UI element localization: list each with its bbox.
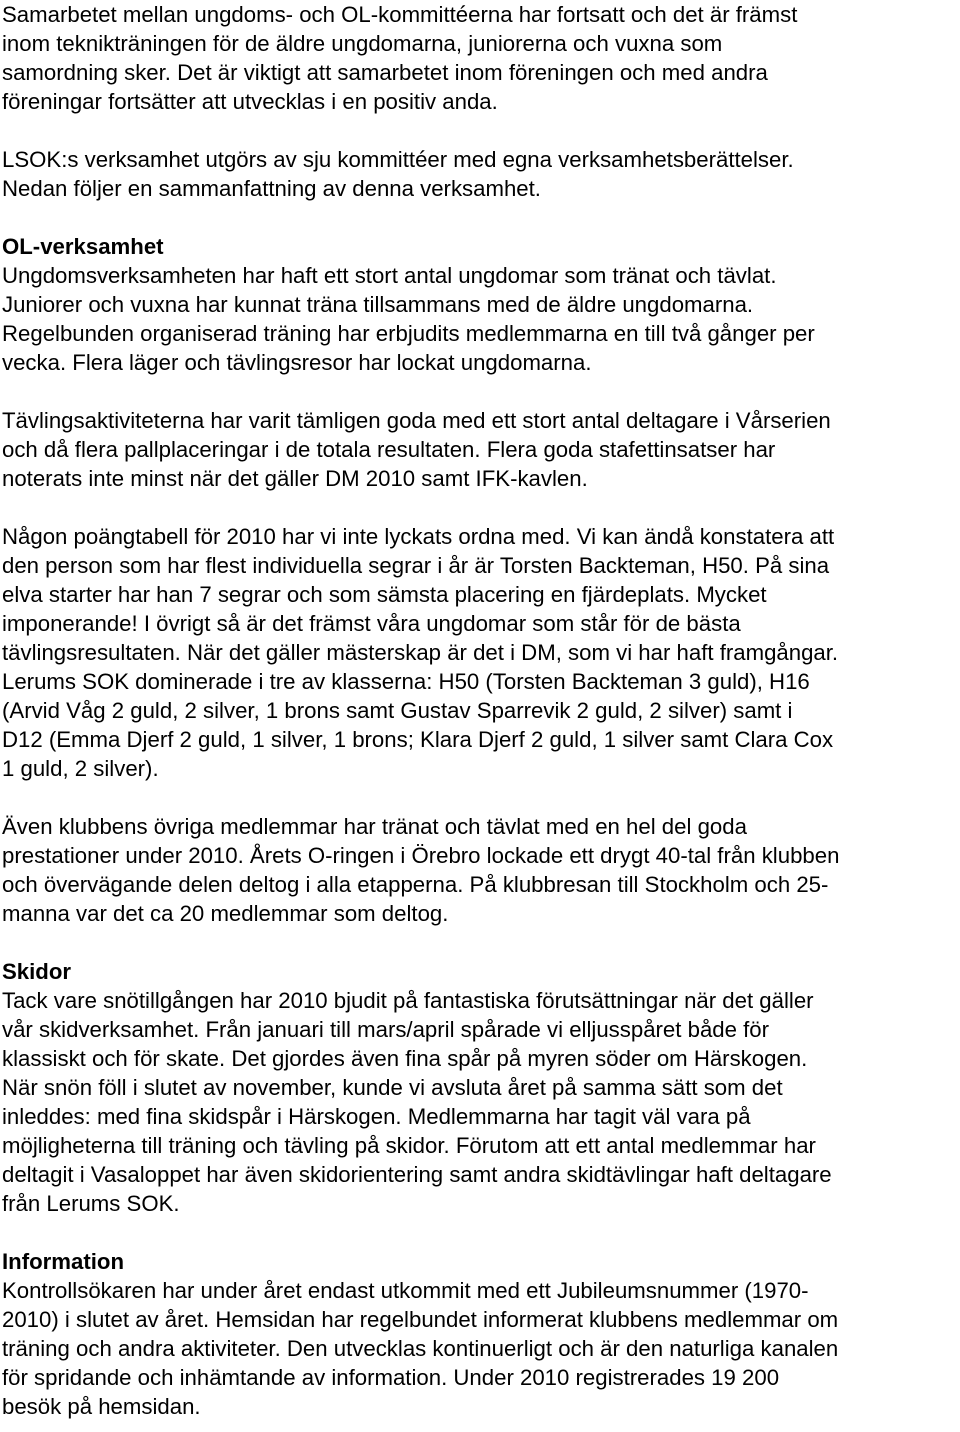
- document-page: [2, 0, 958, 1421]
- text-line: imponerande! I övrigt så är det främst våra ungdomar som står för de bästa: [2, 611, 741, 636]
- text-line: för spridande och inhämtande av information. Under 2010 registrerades 19 200: [2, 1365, 780, 1390]
- text-line: manna var det ca 20 medlemmar som deltog.: [2, 901, 449, 926]
- members-paragraph: [2, 812, 958, 928]
- text-line: inleddes: med fina skidspår i Härskogen. Medlemmarna har tagit väl vara på: [2, 1104, 751, 1129]
- text-line: Samarbetet mellan ungdoms- och OL-kommittéerna har fortsatt och det är främst: [2, 2, 798, 27]
- text-line: möjligheterna till träning och tävling på skidor. Förutom att ett antal medlemmar har: [2, 1133, 816, 1158]
- text-line: och övervägande delen deltog i alla etapperna. På klubbresan till Stockholm och 25-: [2, 872, 829, 897]
- text-line: Även klubbens övriga medlemmar har tränat och tävlat med en hel del goda: [2, 814, 747, 839]
- paragraph-gap: [2, 116, 958, 145]
- text-line: Lerums SOK dominerade i tre av klasserna: H50 (Torsten Backteman 3 guld), H16: [2, 669, 810, 694]
- text-line: 2010) i slutet av året. Hemsidan har regelbundet informerat klubbens medlemmar om: [2, 1307, 839, 1332]
- paragraph-gap: [2, 203, 958, 232]
- text-line: Tack vare snötillgången har 2010 bjudit på fantastiska förutsättningar när det gäller: [2, 988, 814, 1013]
- text-line: 1 guld, 2 silver).: [2, 756, 159, 781]
- text-line: Tävlingsaktiviteterna har varit tämligen goda med ett stort antal deltagare i Vårserien: [2, 408, 831, 433]
- text-line: träning och andra aktiviteter. Den utvecklas kontinuerligt och är den naturliga kanalen: [2, 1336, 839, 1361]
- section-heading-skidor: Skidor: [2, 959, 72, 984]
- text-line: deltagit i Vasaloppet har även skidorientering samt andra skidtävlingar haft deltagare: [2, 1162, 832, 1187]
- text-line: tävlingsresultaten. När det gäller mästerskap är det i DM, som vi har haft framgångar.: [2, 640, 839, 665]
- text-line: och då flera pallplaceringar i de totala resultaten. Flera goda stafettinsatser har: [2, 437, 776, 462]
- ol-section: [2, 232, 958, 377]
- text-line: klassiskt och för skate. Det gjordes även fina spår på myren söder om Härskogen.: [2, 1046, 808, 1071]
- text-line: LSOK:s verksamhet utgörs av sju kommittéer med egna verksamhetsberättelser.: [2, 147, 794, 172]
- text-line: från Lerums SOK.: [2, 1191, 180, 1216]
- text-line: noterats inte minst när det gäller DM 2010 samt IFK-kavlen.: [2, 466, 588, 491]
- intro-paragraph: [2, 0, 958, 116]
- section-heading-ol: OL-verksamhet: [2, 234, 164, 259]
- paragraph-gap: [2, 377, 958, 406]
- paragraph-gap: [2, 493, 958, 522]
- text-line: (Arvid Våg 2 guld, 2 silver, 1 brons samt Gustav Sparrevik 2 guld, 2 silver) samt i: [2, 698, 793, 723]
- results-paragraph: [2, 522, 958, 783]
- info-section: [2, 1247, 958, 1421]
- text-line: vår skidverksamhet. Från januari till mars/april spårade vi elljusspåret både för: [2, 1017, 770, 1042]
- summary-paragraph: [2, 145, 958, 203]
- text-line: Regelbunden organiserad träning har erbjudits medlemmarna en till två gånger per: [2, 321, 815, 346]
- text-line: föreningar fortsätter att utvecklas i en positiv anda.: [2, 89, 498, 114]
- competition-paragraph: [2, 406, 958, 493]
- text-line: Juniorer och vuxna har kunnat träna tillsammans med de äldre ungdomarna.: [2, 292, 754, 317]
- text-line: Någon poängtabell för 2010 har vi inte lyckats ordna med. Vi kan ändå konstatera att: [2, 524, 835, 549]
- text-line: besök på hemsidan.: [2, 1394, 201, 1419]
- text-line: vecka. Flera läger och tävlingsresor har lockat ungdomarna.: [2, 350, 592, 375]
- paragraph-gap: [2, 1218, 958, 1247]
- text-line: När snön föll i slutet av november, kunde vi avsluta året på samma sätt som det: [2, 1075, 783, 1100]
- text-line: Nedan följer en sammanfattning av denna verksamhet.: [2, 176, 541, 201]
- text-line: elva starter har han 7 segrar och som sämsta placering en fjärdeplats. Mycket: [2, 582, 767, 607]
- ski-section: [2, 957, 958, 1218]
- text-line: Ungdomsverksamheten har haft ett stort antal ungdomar som tränat och tävlat.: [2, 263, 777, 288]
- paragraph-gap: [2, 928, 958, 957]
- text-line: prestationer under 2010. Årets O-ringen i Örebro lockade ett drygt 40-tal från klubben: [2, 843, 840, 868]
- paragraph-gap: [2, 783, 958, 812]
- text-line: inom teknikträningen för de äldre ungdomarna, juniorerna och vuxna som: [2, 31, 723, 56]
- text-line: D12 (Emma Djerf 2 guld, 1 silver, 1 brons; Klara Djerf 2 guld, 1 silver samt Clara Cox: [2, 727, 834, 752]
- section-heading-information: Information: [2, 1249, 125, 1274]
- text-line: den person som har flest individuella segrar i år är Torsten Backteman, H50. På sina: [2, 553, 830, 578]
- text-line: samordning sker. Det är viktigt att samarbetet inom föreningen och med andra: [2, 60, 768, 85]
- text-line: Kontrollsökaren har under året endast utkommit med ett Jubileumsnummer (1970-: [2, 1278, 809, 1303]
